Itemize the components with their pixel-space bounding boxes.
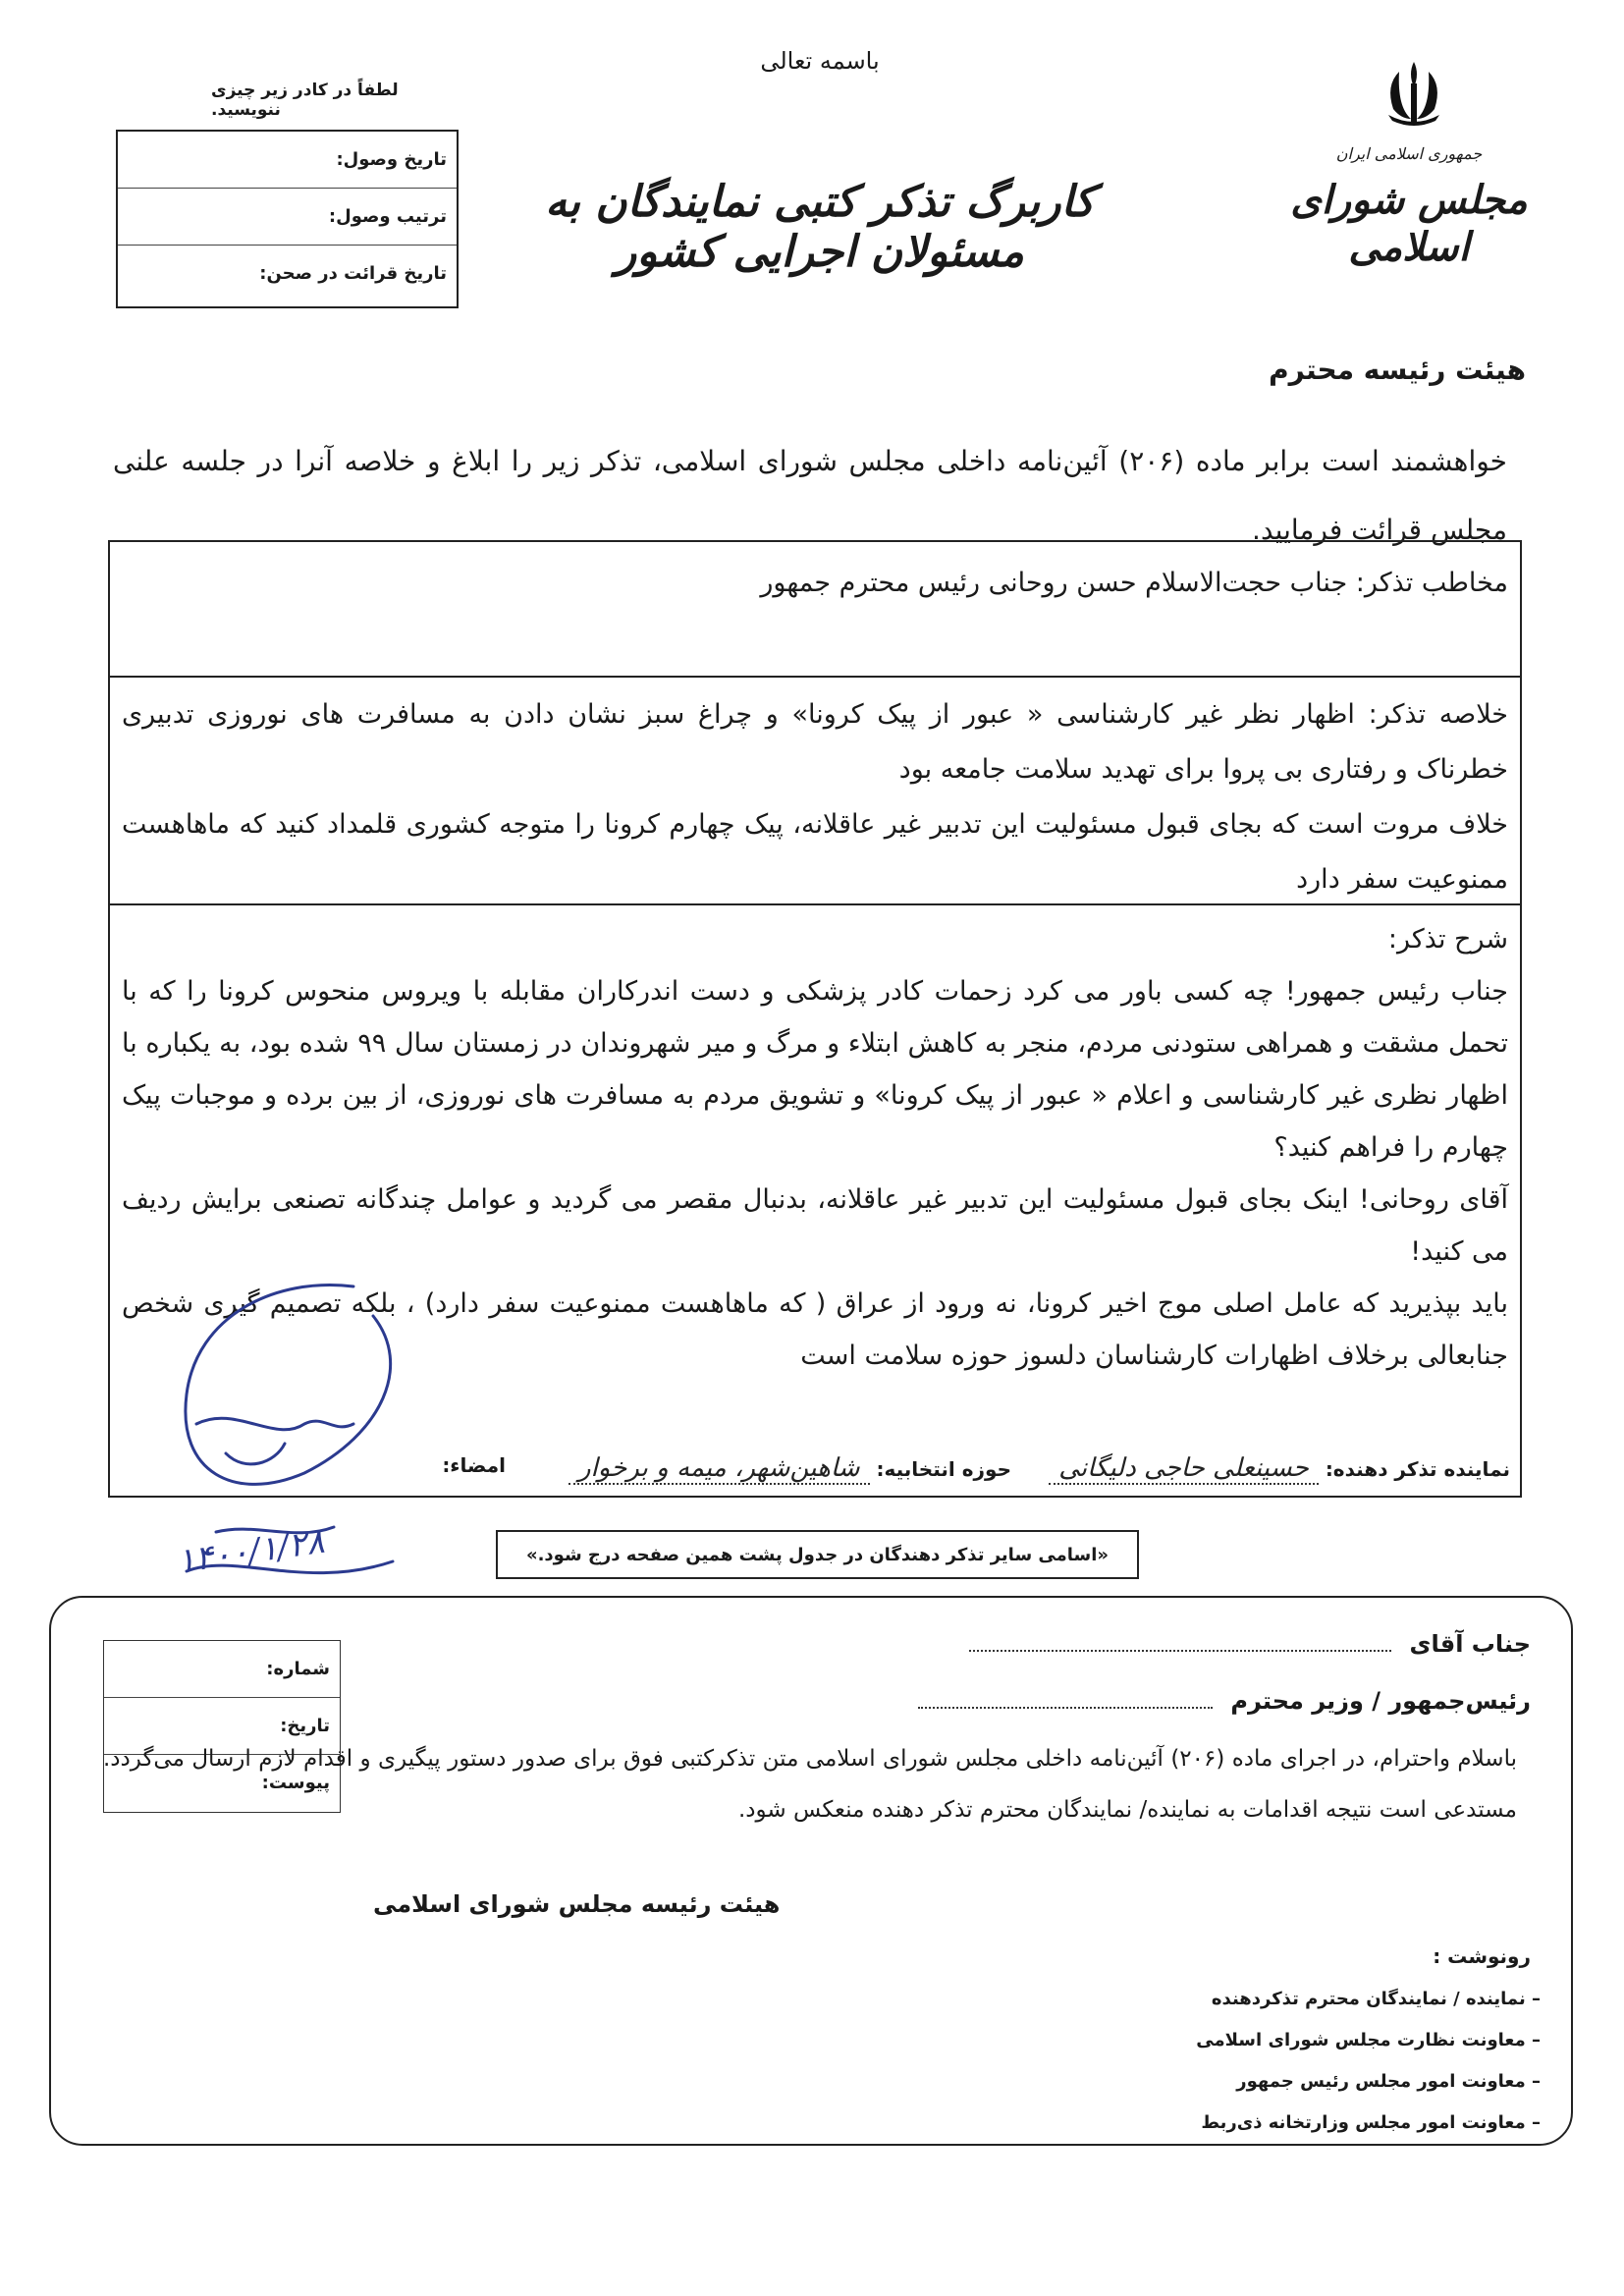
registry-receipt-date: تاریخ وصول: <box>118 132 457 189</box>
summary-section <box>110 678 1520 905</box>
letter-body: باسلام واحترام، در اجرای ماده (۲۰۶) آئین‌نامه داخلی مجلس شورای اسلامی متن تذکرکتبی فوق برای صدور دستور پیگیری و اقدام لازم ارسال می‌گردد. مستدعی است نتیجه اقدامات به نماینده/ نمایندگان محترم تذکر دهنده منعکس شود. <box>103 1746 1517 1823</box>
form-title: کاربرگ تذکر کتبی نمایندگان به مسئولان اجرایی کشور <box>545 177 1095 277</box>
emblem-title: مجلس شورای اسلامی <box>1290 177 1528 270</box>
bismillah: باسمه تعالی <box>760 47 880 75</box>
letter-role-line <box>918 1687 1531 1715</box>
letter-signer: هیئت رئیسه مجلس شورای اسلامی <box>373 1890 781 1918</box>
cc-item: – معاونت امور مجلس رئیس جمهور <box>1236 2071 1541 2092</box>
top-note: لطفاً در کادر زیر چیزی ننویسید. <box>211 81 399 120</box>
parliament-logo <box>1290 54 1528 280</box>
cc-item: – معاونت نظارت مجلس شورای اسلامی <box>1196 2030 1541 2050</box>
emblem-subtitle: جمهوری اسلامی ایران <box>1335 144 1483 163</box>
summary-line-1: خلاصه تذکر: اظهار نظر غیر کارشناسی « عبور از پیک کرونا» و چراغ سبز نشان دادن به مسافرت های نوروزی تدبیری خطرناک و رفتاری بی پروا برای تهدید سلامت جامعه بود <box>122 699 1508 785</box>
description-label: شرح تذکر: <box>1387 924 1508 955</box>
registry-receipt-order: ترتیب وصول: <box>118 189 457 246</box>
notice-box: «اسامی سایر تذکر دهندگان در جدول پشت همین صفحه درج شود.» <box>496 1530 1139 1579</box>
letter-to-blank <box>969 1650 1391 1652</box>
description-paragraph-3: باید بپذیرید که عامل اصلی موج اخیر کرونا، نه ورود از عراق ( که ماهاهست ممنوعیت سفر دارد) ، بلکه تصمیم گیری شخص جنابعالی برخلاف اظهارات کارشناسان دلسوز حوزه سلامت است <box>122 1288 1508 1371</box>
handwritten-date: ۱۴۰۰/۱/۲۸ <box>174 1521 327 1582</box>
district-label: حوزه انتخابیه: <box>876 1457 1011 1481</box>
representative-label: نماینده تذکر دهنده: <box>1325 1457 1510 1481</box>
district-value: شاهین‌شهر، میمه و برخوار <box>568 1453 870 1485</box>
cc-item: – نماینده / نمایندگان محترم تذکردهنده <box>1211 1989 1541 2009</box>
cc-title: رونوشت : <box>1433 1944 1531 1968</box>
letter-role-label: رئیس‌جمهور / وزیر محترم <box>1230 1687 1531 1715</box>
ref-attachment: پیوست: <box>261 1773 330 1793</box>
recipient-text: مخاطب تذکر: جناب حجت‌الاسلام حسن روحانی رئیس محترم جمهور <box>760 568 1508 598</box>
addressee: هیئت رئیسه محترم <box>1269 354 1526 386</box>
signature-label: امضاء: <box>442 1453 506 1477</box>
description-paragraph-1: جناب رئیس جمهور! چه کسی باور می کرد زحمات کادر پزشکی و دست اندرکاران مقابله با ویروس منحوس کرونا را که با تحمل مشقت و همراهی ستودنی مردم، منجر به کاهش ابتلاء و مرگ و میر شهروندان در زمستان سال ۹۹ شده بود، به یکباره با اظهار نظری غیر کارشناسی و اعلام « عبور از پیک کرونا» و تشویق مردم به مسافرت های نوروزی، از بین برده و موجبات پیک چهارم را فراهم کنید؟ <box>122 976 1508 1163</box>
description-paragraph-2: آقای روحانی! اینک بجای قبول مسئولیت این تدبیر غیر عاقلانه، بدنبال مقصر می گردید و عوامل چندگانه تصنعی برایش ردیف می کنید! <box>122 1184 1508 1267</box>
district-field <box>568 1453 1011 1483</box>
representative-field <box>1049 1453 1510 1483</box>
letter-role-blank <box>918 1707 1213 1709</box>
cc-item: – معاونت امور مجلس وزارتخانه ذی‌ربط <box>1201 2112 1541 2133</box>
ref-number: شماره: <box>104 1641 340 1698</box>
representative-value: حسینعلی حاجی دلیگانی <box>1049 1453 1319 1485</box>
ref-date: تاریخ: <box>104 1698 340 1755</box>
intro-paragraph: خواهشمند است برابر ماده (۲۰۶) آئین‌نامه داخلی مجلس شورای اسلامی، تذکر زیر را ابلاغ و خلاصه آنرا در جلسه علنی مجلس قرائت فرمایید. <box>113 445 1507 546</box>
registry-reading-date: تاریخ قرائت در صحن: <box>259 263 447 284</box>
recipient-section <box>110 542 1520 678</box>
letter-to-label: جناب آقای <box>1409 1630 1531 1658</box>
cc-list <box>1196 1979 1541 2144</box>
summary-line-2: خلاف مروت است که بجای قبول مسئولیت این تدبیر غیر عاقلانه، پیک چهارم کرونا را متوجه کشوری قلمداد کنید که ماهاهست ممنوعیت سفر دارد <box>122 809 1508 895</box>
letter-to-line <box>969 1630 1531 1658</box>
registry-box <box>116 130 459 308</box>
